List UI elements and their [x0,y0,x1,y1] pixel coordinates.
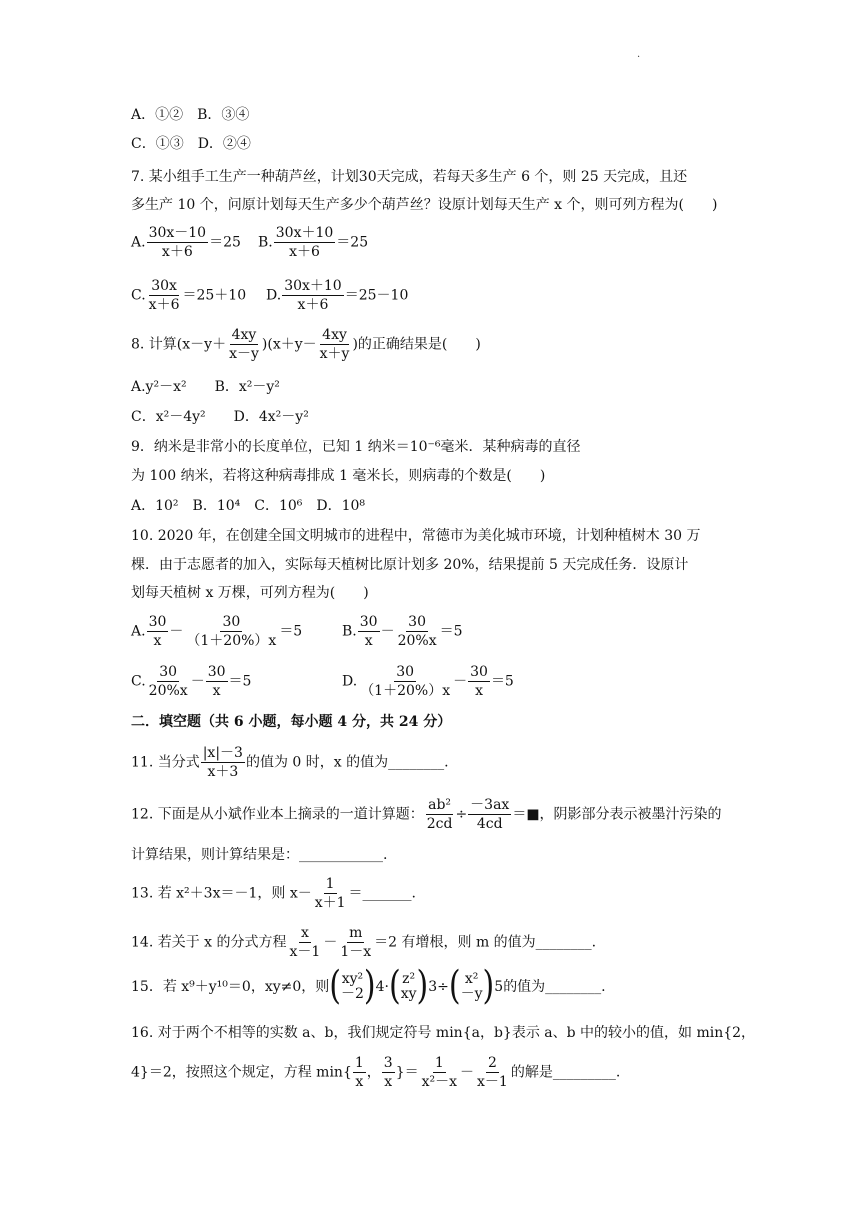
denominator: （1＋20%）x [186,633,277,649]
q7-option-d [266,278,408,313]
q10-text-line-1: 10. 2020 年，在创建全国文明城市的进程中，常德市为美化城市环境，计划种植树木 30 万 [131,528,701,544]
text: 的值为________. [503,979,606,995]
numerator: 30 [207,664,226,680]
fraction [425,797,455,832]
denominator: x [212,683,221,699]
denominator: x＋1 [314,895,346,911]
q14 [131,925,596,960]
rhs: ＝25 [209,234,241,251]
numerator: 30x [151,278,177,294]
denominator: 20%x [397,633,437,649]
operator: ÷ [455,806,468,823]
q9-text-line-2: 为 100 纳米，若将这种病毒排成 1 毫米长，则病毒的个数是( ) [131,468,546,484]
fraction [313,876,348,911]
term-bottom: －y [460,986,483,1002]
option-label: D. [342,673,358,690]
denominator: x＋y [319,346,350,362]
numerator: 30 [222,614,241,630]
fraction [147,664,190,699]
text: 13. 若 x²＋3x＝－1，则 x－ [131,885,312,902]
term-top: xy² [341,971,364,987]
rhs: ＝25 [336,234,369,251]
q10-option-a [131,614,302,649]
denominator: x＋6 [148,297,180,313]
q10-text-line-3: 划每天植树 x 万棵，可列方程为( ) [131,585,369,601]
q10-text-line-2: 棵．由于志愿者的加入，实际每天植树比原计划多 20%，结果提前 5 天完成任务．设原计 [131,557,689,573]
fraction [358,664,452,699]
denominator: 4cd [476,816,503,832]
exponent: 4 [375,979,385,995]
fraction [147,225,209,260]
page-mark: · [637,52,641,63]
denominator: x－1 [289,944,321,960]
q10-option-d [342,664,514,699]
rhs: ＝5 [439,623,463,640]
q10-option-b [342,614,463,649]
denominator: （1＋20%）x [360,683,451,699]
rhs: ＝5 [279,623,303,640]
operator: － [323,934,338,951]
denominator: x [364,633,373,649]
denominator: x＋3 [207,764,239,780]
denominator: x＋6 [289,244,320,260]
numerator: 30 [408,614,426,630]
option-label: D. [266,287,282,304]
rhs: ＝25－10 [344,287,409,304]
denominator: x [153,633,162,649]
numerator: 1 [354,1055,364,1071]
denominator: x－y [229,346,259,362]
numerator: ab² [428,797,452,813]
power-term-3: ( x² －y ) 5 [448,963,504,1010]
operator: － [460,1064,475,1081]
numerator: 2 [487,1055,497,1071]
numerator: 30x＋10 [284,278,342,294]
denominator: 20%x [148,683,188,699]
operator: · [384,979,389,995]
text: 11. 当分式 [131,754,200,771]
exponent: 3 [428,979,438,995]
numerator: 4xy [322,327,347,343]
numerator: －3ax [470,797,510,813]
fraction [468,664,490,699]
text: 12. 下面是从小斌作业本上摘录的一道计算题： [131,806,424,823]
fraction [288,925,323,960]
fraction [274,225,336,260]
text: 的解是_________. [510,1064,621,1081]
q7-option-b [258,225,368,260]
option-label: A. [131,623,146,640]
text: 8. 计算(x－y＋ [131,336,227,353]
text: 4}＝2，按照这个规定，方程 min{ [131,1064,352,1081]
numerator: 4xy [231,327,257,343]
q8-options-line-2: C．x²－4y² D．4x²－y² [131,409,309,425]
q13 [131,876,416,911]
numerator: m [349,925,363,941]
numerator: |x|－3 [202,745,243,761]
operator: ÷ [437,979,449,995]
fraction [338,925,373,960]
option-label: C. [131,673,146,690]
q12-line-2: 计算结果，则计算结果是：____________. [131,847,388,863]
term-top: z² [402,971,416,987]
text: 的值为 0 时，x 的值为________. [245,754,449,771]
numerator: 30 [159,664,178,680]
q9-options: A．10² B．10⁴ C．10⁶ D．10⁸ [131,498,366,514]
denominator: x－1 [477,1074,508,1090]
fraction [201,745,245,780]
fraction [147,278,182,313]
text: 14. 若关于 x 的分式方程 [131,934,287,951]
text: 15．若 x⁹＋y¹⁰＝0，xy≠0，则 [131,979,330,995]
numerator: 30 [470,664,488,680]
fraction [468,797,511,832]
fraction [358,614,380,649]
text: ， [366,1064,381,1081]
operator: － [453,673,468,690]
denominator: 2cd [426,816,453,832]
option-label: A. [131,234,146,251]
denominator: 1－x [340,944,372,960]
q10-option-c [131,664,251,699]
fraction [420,1055,459,1090]
term-bottom: －2 [340,986,364,1002]
text: ＝_______. [348,885,416,902]
numerator: 30 [396,664,415,680]
q11 [131,745,449,780]
fraction [396,614,439,649]
text: ＝2 有增根，则 m 的值为________. [374,934,597,951]
numerator: 30 [359,614,378,630]
operator: － [190,673,205,690]
fraction [353,1055,366,1090]
denominator: x [384,1074,393,1090]
numerator: x [300,925,309,941]
numerator: 30x＋10 [275,225,334,241]
text: }＝ [395,1064,419,1081]
fraction [206,664,228,699]
fraction [147,614,169,649]
q8-expression [131,327,481,362]
option-label: C. [131,287,146,304]
fraction [382,1055,395,1090]
numerator: 30 [148,614,167,630]
denominator: x²－x [421,1074,458,1090]
term-top: x² [464,971,479,987]
section-heading: 二．填空题（共 6 小题，每小题 4 分，共 24 分） [131,714,452,730]
q6-options-line-1: A．①② B．③④ [131,107,250,123]
q15 [131,963,606,1010]
power-term-2: ( z² xy ) 3 [389,963,438,1010]
fraction [475,1055,510,1090]
rhs: ＝5 [490,673,514,690]
term-bottom: xy [400,986,417,1002]
q8-options-line-1: A.y²－x² B．x²－y² [131,379,280,395]
numerator: 30x－10 [148,225,207,241]
denominator: x＋6 [297,297,329,313]
q7-option-c [131,278,246,313]
q7-text-line-1: 7. 某小组手工生产一种葫芦丝，计划30天完成，若每天多生产 6 个，则 25 天完成，且还 [131,169,688,185]
power-term-1: ( xy² －2 ) 4 [329,963,385,1010]
exponent: 5 [494,979,504,995]
q6-options-line-2: C．①③ D．②④ [131,136,251,152]
fraction [227,327,261,362]
text: )(x＋y－ [261,336,317,353]
q7-option-a [131,225,241,260]
q16-line-1: 16. 对于两个不相等的实数 a、b，我们规定符号 min{a，b}表示 a、b 中的较小的值，如 min{2， [131,1025,756,1041]
q16-line-2 [131,1055,620,1090]
fraction [282,278,344,313]
denominator: x＋6 [161,244,193,260]
rhs: ＝25＋10 [182,287,247,304]
text: )的正确结果是( ) [352,336,481,353]
fraction [184,614,278,649]
option-label: B. [258,234,273,251]
rhs: ＝5 [228,673,252,690]
denominator: x [475,683,483,699]
q7-text-line-2: 多生产 10 个，问原计划每天生产多少个葫芦丝？设原计划每天生产 x 个，则可列方程为( ) [131,197,718,213]
fraction [318,327,352,362]
numerator: 1 [325,876,335,892]
operator: － [169,623,184,640]
q12-line-1 [131,797,722,832]
text: ＝■，阴影部分表示被墨汁污染的 [512,806,722,823]
denominator: x [355,1074,364,1090]
operator: － [380,623,395,640]
numerator: 1 [434,1055,444,1071]
option-label: B. [342,623,357,640]
q9-text-line-1: 9．纳米是非常小的长度单位，已知 1 纳米＝10⁻⁶毫米．某种病毒的直径 [131,439,581,455]
numerator: 3 [383,1055,393,1071]
